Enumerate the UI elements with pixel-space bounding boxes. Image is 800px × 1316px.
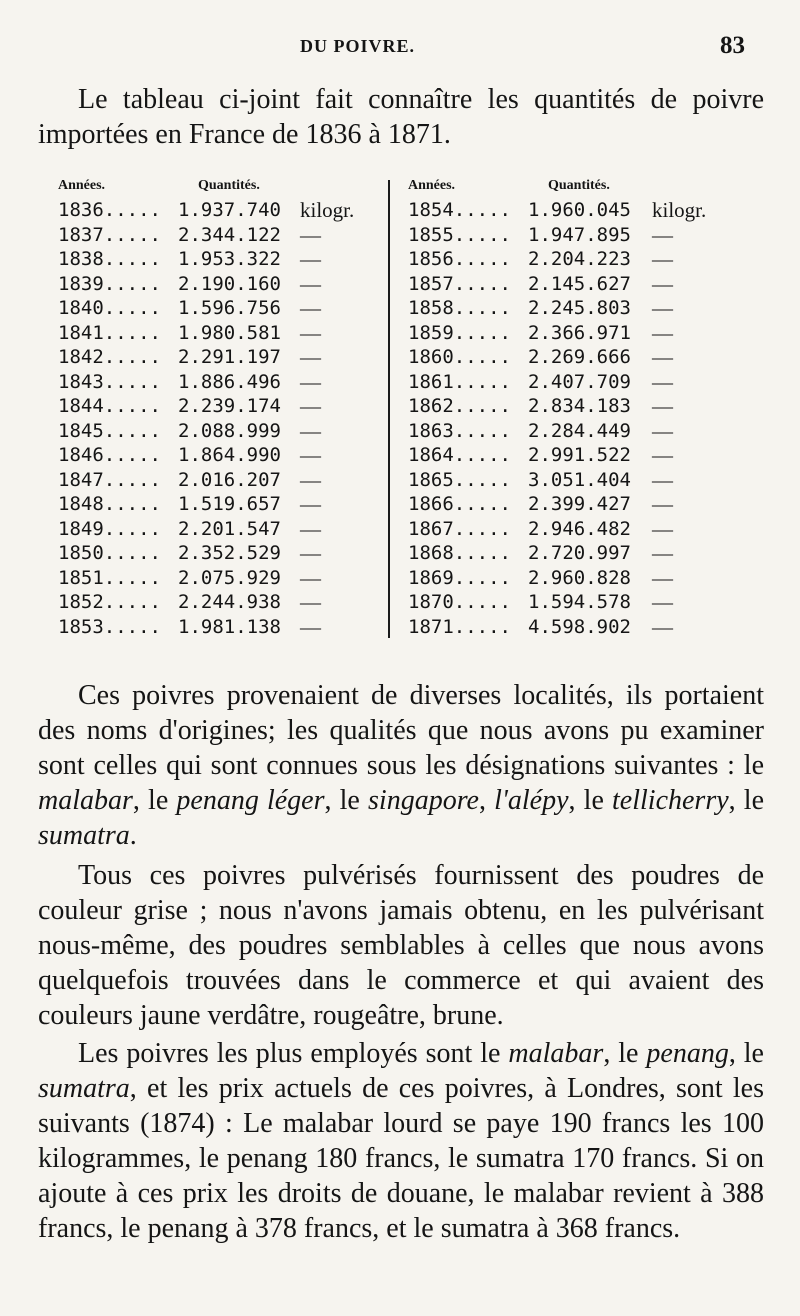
table-row	[58, 223, 388, 248]
unit-cell: —	[300, 565, 321, 590]
unit-cell: kilogr.	[652, 198, 707, 222]
table-row	[58, 615, 388, 640]
table-row	[408, 468, 738, 493]
unit-cell: —	[300, 467, 321, 492]
year-cell: 1861.....	[408, 370, 511, 393]
text-run: , le	[324, 785, 369, 816]
year-cell: 1838.....	[58, 248, 161, 270]
unit-cell: —	[300, 590, 321, 614]
unit-cell: —	[652, 467, 673, 492]
text-run: .	[129, 820, 137, 851]
quantity-cell: 2.946.482	[528, 517, 631, 540]
page-number: 83	[720, 32, 745, 59]
unit-cell: —	[652, 565, 673, 590]
table-row	[58, 541, 388, 566]
year-cell: 1857.....	[408, 272, 511, 295]
unit-cell: —	[652, 345, 673, 369]
table-row	[408, 223, 738, 248]
unit-cell: kilogr.	[300, 198, 355, 222]
year-cell: 1844.....	[58, 395, 161, 417]
year-cell: 1846.....	[58, 444, 161, 466]
quantity-cell: 1.953.322	[178, 248, 281, 270]
pepper-name: sumatra	[38, 1073, 130, 1104]
year-cell: 1853.....	[58, 615, 161, 638]
year-cell: 1836.....	[58, 199, 161, 221]
unit-cell: —	[652, 369, 673, 394]
unit-cell: —	[652, 247, 673, 271]
table-row	[58, 321, 388, 346]
year-cell: 1866.....	[408, 493, 511, 515]
year-cell: 1871.....	[408, 615, 511, 638]
unit-cell: —	[652, 516, 673, 541]
unit-cell: —	[300, 271, 321, 296]
year-cell: 1854.....	[408, 199, 511, 221]
quantity-cell: 2.991.522	[528, 444, 631, 466]
quantity-cell: 1.937.740	[178, 199, 281, 221]
year-cell: 1868.....	[408, 542, 511, 564]
year-cell: 1869.....	[408, 566, 511, 589]
column-header	[408, 178, 738, 198]
quantity-cell: 2.291.197	[178, 346, 281, 368]
unit-cell: —	[300, 247, 321, 271]
quantity-cell: 1.947.895	[528, 223, 631, 246]
powder-color-paragraph: Tous ces poivres pulvérisés fournissent des poudres de couleur grise ; nous n'avons jamais obtenu, en les pulvérisant nous-même, des poudres semblables à celles que nous avons quelquefois trouvées dans le commerce et qui avaient des couleurs jaune verdâtre, rougeâtre, brune.	[38, 860, 764, 1031]
quantity-cell: 1.981.138	[178, 615, 281, 638]
unit-cell: —	[652, 418, 673, 443]
year-cell: 1848.....	[58, 493, 161, 515]
quantity-cell: 1.519.657	[178, 493, 281, 515]
year-cell: 1839.....	[58, 272, 161, 295]
year-cell: 1858.....	[408, 297, 511, 319]
table-row	[58, 370, 388, 395]
unit-cell: —	[652, 443, 673, 467]
quantity-cell: 2.088.999	[178, 419, 281, 442]
quantity-cell: 2.075.929	[178, 566, 281, 589]
quantity-cell: 2.269.666	[528, 346, 631, 368]
table-row	[58, 198, 388, 223]
year-cell: 1855.....	[408, 223, 511, 246]
header-quantities: Quantités.	[548, 178, 610, 193]
unit-cell: —	[300, 418, 321, 443]
unit-cell: —	[300, 492, 321, 516]
table-row	[408, 394, 738, 419]
year-cell: 1859.....	[408, 321, 511, 344]
text-run: , le	[728, 785, 765, 816]
quantity-cell: 3.051.404	[528, 468, 631, 491]
table-row	[58, 443, 388, 468]
pepper-import-table	[58, 178, 748, 648]
quantity-cell: 2.366.971	[528, 321, 631, 344]
unit-cell: —	[300, 369, 321, 394]
table-row	[58, 247, 388, 272]
year-cell: 1850.....	[58, 542, 161, 564]
year-cell: 1845.....	[58, 419, 161, 442]
unit-cell: —	[300, 541, 321, 565]
table-row	[408, 198, 738, 223]
year-cell: 1847.....	[58, 468, 161, 491]
quantity-cell: 2.190.160	[178, 272, 281, 295]
table-rows-left	[58, 198, 388, 639]
table-row	[408, 247, 738, 272]
year-cell: 1849.....	[58, 517, 161, 540]
quantity-cell: 1.980.581	[178, 321, 281, 344]
pepper-name: sumatra	[38, 820, 130, 851]
quantity-cell: 2.834.183	[528, 395, 631, 417]
quantity-cell: 2.145.627	[528, 272, 631, 295]
table-row	[58, 468, 388, 493]
table-rows-right	[408, 198, 738, 639]
table-row	[58, 492, 388, 517]
year-cell: 1852.....	[58, 591, 161, 613]
unit-cell: —	[652, 541, 673, 565]
quantity-cell: 2.960.828	[528, 566, 631, 589]
pepper-name: singapore	[368, 785, 479, 816]
text-run: ,	[478, 785, 495, 816]
unit-cell: —	[652, 320, 673, 345]
table-row	[58, 296, 388, 321]
year-cell: 1842.....	[58, 346, 161, 368]
text-run: , le	[603, 1038, 647, 1069]
unit-cell: —	[652, 614, 673, 639]
table-column-left	[58, 178, 388, 639]
table-row	[408, 345, 738, 370]
unit-cell: —	[652, 492, 673, 516]
running-title: DU POIVRE.	[300, 36, 416, 56]
unit-cell: —	[300, 443, 321, 467]
year-cell: 1837.....	[58, 223, 161, 246]
quantity-cell: 4.598.902	[528, 615, 631, 638]
table-row	[408, 296, 738, 321]
table-column-right	[408, 178, 738, 639]
quantity-cell: 2.239.174	[178, 395, 281, 417]
unit-cell: —	[300, 320, 321, 345]
unit-cell: —	[300, 222, 321, 247]
quantity-cell: 2.201.547	[178, 517, 281, 540]
quantity-cell: 2.352.529	[178, 542, 281, 564]
year-cell: 1863.....	[408, 419, 511, 442]
year-cell: 1862.....	[408, 395, 511, 417]
column-divider	[388, 180, 390, 638]
column-header	[58, 178, 388, 198]
origins-paragraph	[38, 678, 764, 853]
pepper-name: penang léger	[176, 785, 325, 816]
table-row	[58, 272, 388, 297]
quantity-cell: 1.886.496	[178, 370, 281, 393]
quantity-cell: 1.596.756	[178, 297, 281, 319]
text-run: , le	[132, 785, 177, 816]
unit-cell: —	[652, 222, 673, 247]
table-row	[408, 590, 738, 615]
quantity-cell: 1.960.045	[528, 199, 631, 221]
text-run: Les poivres les plus employés sont le	[78, 1038, 509, 1069]
year-cell: 1841.....	[58, 321, 161, 344]
table-row	[58, 394, 388, 419]
quantity-cell: 2.407.709	[528, 370, 631, 393]
pepper-name: malabar	[38, 785, 133, 816]
year-cell: 1856.....	[408, 248, 511, 270]
table-row	[408, 443, 738, 468]
quantity-cell: 2.244.938	[178, 591, 281, 613]
year-cell: 1840.....	[58, 297, 161, 319]
header-quantities: Quantités.	[198, 178, 260, 193]
quantity-cell: 2.016.207	[178, 468, 281, 491]
quantity-cell: 2.344.122	[178, 223, 281, 246]
unit-cell: —	[652, 271, 673, 296]
unit-cell: —	[300, 614, 321, 639]
table-row	[408, 615, 738, 640]
header-years: Années.	[58, 178, 106, 193]
table-row	[58, 566, 388, 591]
quantity-cell: 1.594.578	[528, 591, 631, 613]
prices-paragraph	[38, 1036, 764, 1246]
text-run: , et les prix actuels de ces poivres, à Londres, sont les suivants (1874) : Le malabar lourd se paye 190 francs les 100 kilogrammes, le penang 180 francs, le sumatra 170 francs. Si on ajoute à ces prix les droits de douane, le malabar revient à 388 francs, le penang à 378 francs, et le sumatra à 368 francs.	[38, 1073, 764, 1244]
unit-cell: —	[652, 590, 673, 614]
text-run: , le	[728, 1038, 764, 1069]
table-row	[408, 541, 738, 566]
quantity-cell: 1.864.990	[178, 444, 281, 466]
year-cell: 1864.....	[408, 444, 511, 466]
pepper-name: l'alépy	[494, 785, 569, 816]
quantity-cell: 2.204.223	[528, 248, 631, 270]
year-cell: 1843.....	[58, 370, 161, 393]
table-row	[408, 370, 738, 395]
year-cell: 1870.....	[408, 591, 511, 613]
header-years: Années.	[408, 178, 456, 193]
unit-cell: —	[652, 394, 673, 418]
unit-cell: —	[300, 394, 321, 418]
unit-cell: —	[652, 296, 673, 320]
pepper-name: malabar	[508, 1038, 604, 1069]
text-run: , le	[568, 785, 613, 816]
quantity-cell: 2.399.427	[528, 493, 631, 515]
unit-cell: —	[300, 296, 321, 320]
pepper-name: tellicherry	[612, 785, 729, 816]
table-row	[58, 517, 388, 542]
year-cell: 1860.....	[408, 346, 511, 368]
table-row	[58, 590, 388, 615]
table-row	[58, 419, 388, 444]
quantity-cell: 2.720.997	[528, 542, 631, 564]
quantity-cell: 2.284.449	[528, 419, 631, 442]
year-cell: 1867.....	[408, 517, 511, 540]
table-row	[408, 492, 738, 517]
year-cell: 1851.....	[58, 566, 161, 589]
unit-cell: —	[300, 516, 321, 541]
table-row	[408, 419, 738, 444]
table-row	[408, 272, 738, 297]
table-row	[408, 566, 738, 591]
table-row	[408, 321, 738, 346]
pepper-name: penang	[646, 1038, 729, 1069]
intro-paragraph: Le tableau ci-joint fait connaître les quantités de poivre importées en France de 1836 à 1871.	[38, 84, 764, 150]
table-row	[58, 345, 388, 370]
running-head	[0, 32, 800, 66]
unit-cell: —	[300, 345, 321, 369]
text-run: Ces poivres provenaient de diverses localités, ils portaient des noms d'origines; les qualités que nous avons pu examiner sont celles qui sont connues sous les désignations suivantes : le	[38, 680, 764, 781]
year-cell: 1865.....	[408, 468, 511, 491]
quantity-cell: 2.245.803	[528, 297, 631, 319]
table-row	[408, 517, 738, 542]
